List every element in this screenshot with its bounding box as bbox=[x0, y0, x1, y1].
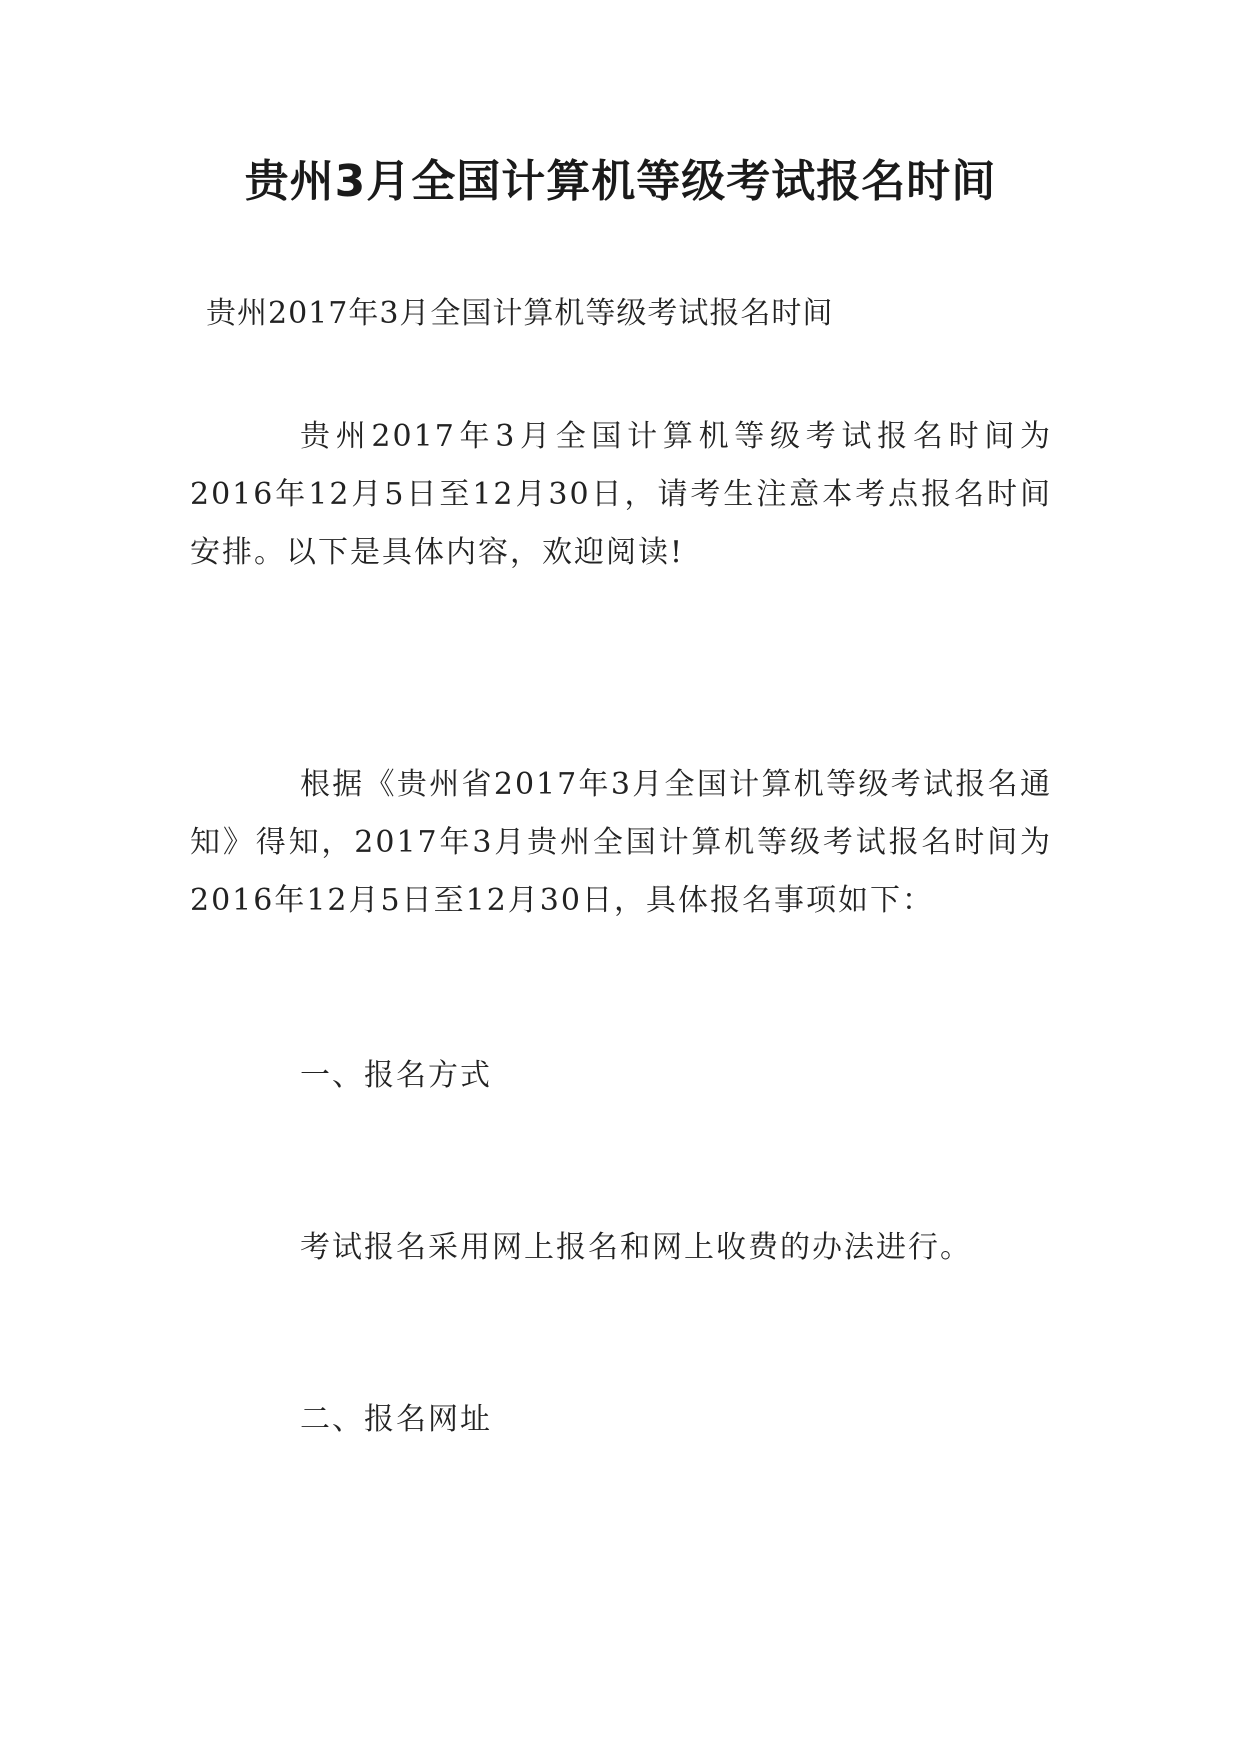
section-heading-registration-url: 二、报名网址 bbox=[300, 1402, 492, 1437]
intro-paragraph: 贵州2017年3月全国计算机等级考试报名时间为2016年12月5日至12月30日，请考生注意本考点报名时间安排。以下是具体内容，欢迎阅读! bbox=[190, 419, 1052, 570]
document-title: 贵州3月全国计算机等级考试报名时间 bbox=[244, 156, 997, 207]
section-heading-registration-method: 一、报名方式 bbox=[300, 1058, 492, 1093]
notice-paragraph: 根据《贵州省2017年3月全国计算机等级考试报名通知》得知，2017年3月贵州全国计算机等级考试报名时间为2016年12月5日至12月30日，具体报名事项如下： bbox=[190, 767, 1052, 918]
section-body-registration-method: 考试报名采用网上报名和网上收费的办法进行。 bbox=[300, 1230, 972, 1265]
document-subtitle: 贵州2017年3月全国计算机等级考试报名时间 bbox=[206, 296, 834, 331]
